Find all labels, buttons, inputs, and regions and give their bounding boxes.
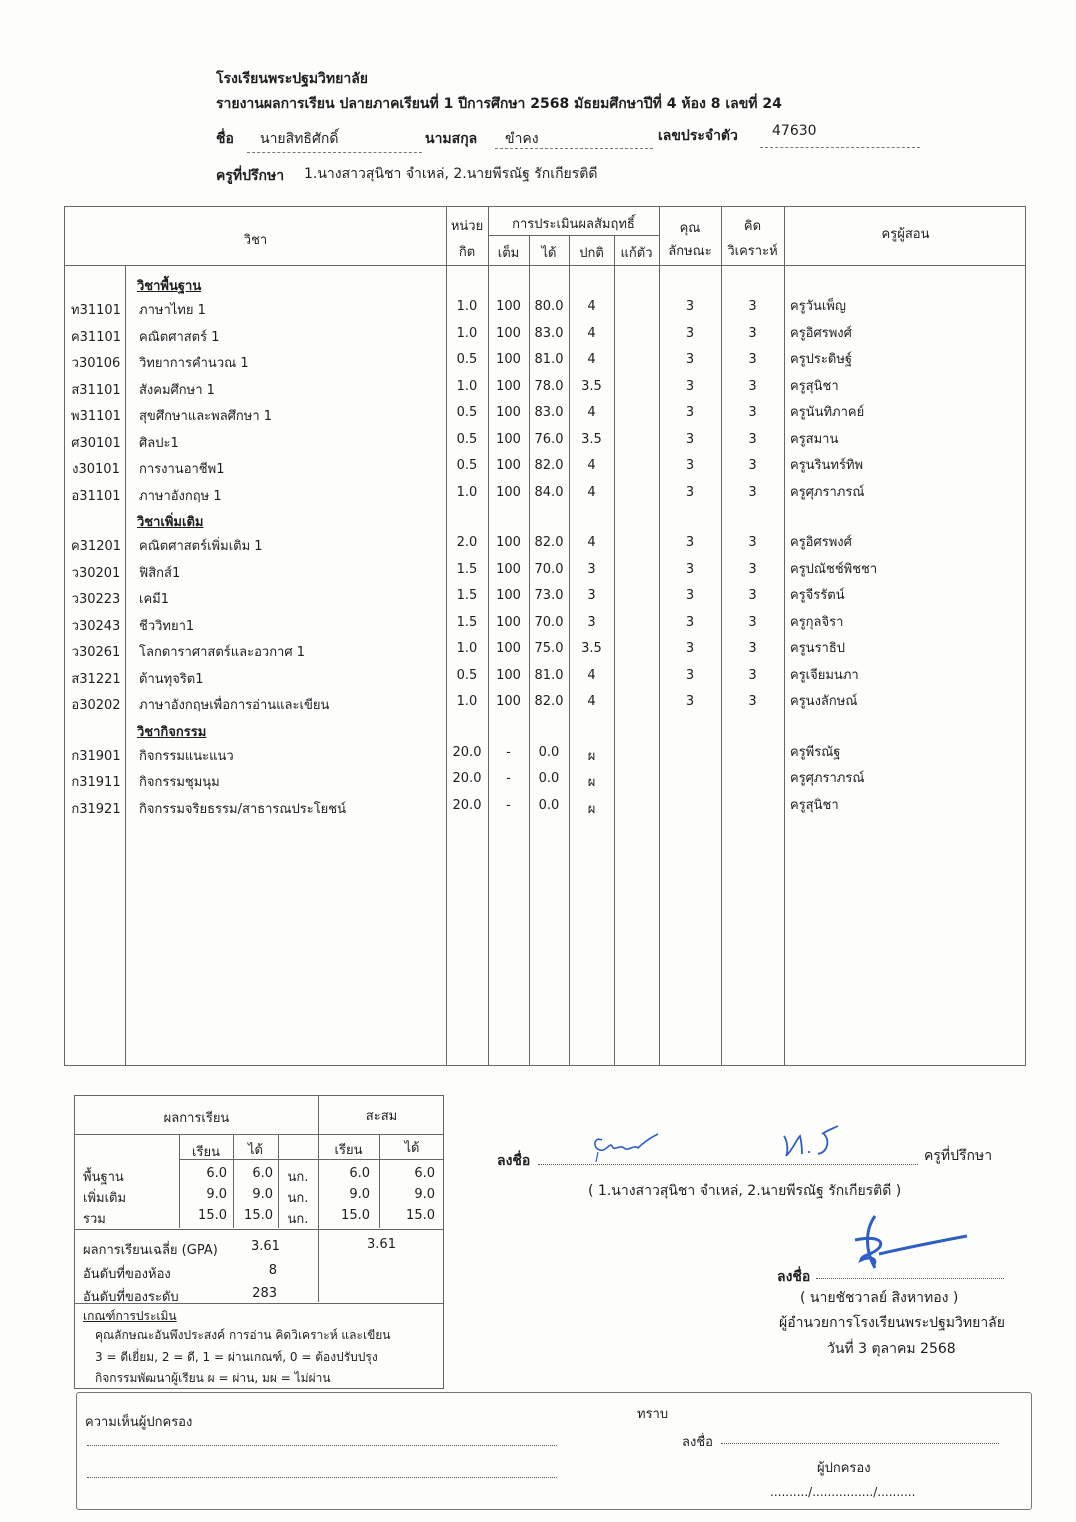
group-title: วิชาเพิ่มเติม bbox=[137, 515, 204, 530]
cell-teacher: ครูนันทิภาคย์ bbox=[790, 405, 865, 420]
cell-name: ต้านทุจริต1 bbox=[139, 671, 204, 687]
cell-code: พ31101 bbox=[71, 409, 121, 424]
cell-unit: 1.0 bbox=[456, 694, 478, 709]
cell-got: 0.0 bbox=[538, 771, 560, 786]
parent-section bbox=[76, 1392, 1032, 1510]
cell-quality: 3 bbox=[685, 378, 695, 394]
cell-full: 100 bbox=[496, 614, 521, 630]
cell-name: ชีววิทยา1 bbox=[139, 618, 195, 634]
summary-cum-study: 6.0 bbox=[349, 1166, 370, 1181]
cell-got: 78.0 bbox=[534, 378, 564, 394]
cell-teacher: ครูศุภราภรณ์ bbox=[790, 484, 865, 500]
cell-normal: 4 bbox=[587, 299, 596, 314]
cell-normal: 4 bbox=[587, 352, 596, 367]
cell-teacher: ครูนราธิป bbox=[790, 641, 846, 656]
cell-normal: 4 bbox=[587, 694, 596, 709]
advisor-sign-label: ลงชื่อ bbox=[497, 1153, 531, 1169]
header-thinking-2: วิเคราะห์ bbox=[727, 244, 778, 259]
cell-unit: 1.0 bbox=[456, 484, 478, 500]
gpa-cumulative: 3.61 bbox=[367, 1237, 396, 1252]
cell-name: คณิตศาสตร์เพิ่มเติม 1 bbox=[139, 539, 263, 554]
summary-unit: นก. bbox=[287, 1191, 309, 1206]
cell-full: 100 bbox=[496, 431, 521, 447]
header-full: เต็ม bbox=[497, 246, 520, 261]
cell-got: 83.0 bbox=[534, 325, 564, 341]
class-rank-value: 8 bbox=[268, 1263, 277, 1278]
cell-normal: 4 bbox=[587, 325, 596, 341]
cell-code: ว30261 bbox=[71, 645, 121, 660]
header-bottom-line bbox=[65, 265, 1025, 266]
cell-code: อ31101 bbox=[71, 488, 121, 504]
cell-name: โลกดาราศาสตร์และอวกาศ 1 bbox=[139, 645, 306, 660]
cell-normal: ผ bbox=[587, 801, 596, 817]
gpa-label: ผลการเรียนเฉลี่ย (GPA) bbox=[83, 1243, 218, 1258]
name-underline bbox=[247, 152, 422, 153]
cell-got: 70.0 bbox=[534, 614, 564, 630]
cell-name: การงานอาชีพ1 bbox=[139, 462, 225, 477]
cell-code: ก31911 bbox=[71, 775, 121, 790]
cell-full: - bbox=[506, 744, 511, 760]
cell-normal: 3 bbox=[587, 614, 596, 630]
summary-header-line bbox=[75, 1134, 443, 1135]
cell-full: 100 bbox=[496, 458, 521, 473]
summary-study: 6.0 bbox=[206, 1166, 227, 1181]
cell-got: 82.0 bbox=[534, 694, 564, 709]
cell-full: 100 bbox=[496, 299, 521, 314]
cell-full: 100 bbox=[496, 641, 521, 656]
class-rank-label: อันดับที่ของห้อง bbox=[83, 1267, 171, 1282]
cell-thinking: 3 bbox=[748, 352, 757, 367]
cell-quality: 3 bbox=[685, 561, 695, 577]
cell-got: 73.0 bbox=[534, 588, 564, 603]
cell-unit: 2.0 bbox=[456, 535, 478, 550]
summary-label: เพิ่มเติม bbox=[83, 1191, 127, 1206]
gpa-value: 3.61 bbox=[251, 1239, 280, 1254]
surname-value: ขำคง bbox=[505, 131, 539, 147]
header-got: ได้ bbox=[541, 246, 557, 261]
cell-unit: 0.5 bbox=[456, 458, 478, 473]
summary-got: 9.0 bbox=[252, 1187, 273, 1202]
director-sign-label: ลงชื่อ bbox=[777, 1269, 811, 1285]
cell-teacher: ครูสมาน bbox=[790, 431, 839, 447]
cell-normal: 3.5 bbox=[581, 641, 602, 656]
cell-code: ง30101 bbox=[72, 462, 120, 477]
cell-quality: 3 bbox=[685, 458, 695, 473]
cell-teacher: ครูอิศรพงศ์ bbox=[790, 535, 852, 550]
results-got-header: ได้ bbox=[248, 1143, 263, 1158]
cell-code: ค31101 bbox=[70, 329, 122, 345]
cell-quality: 3 bbox=[685, 614, 695, 630]
summary-got: 15.0 bbox=[244, 1208, 273, 1223]
cell-normal: ผ bbox=[587, 748, 596, 764]
name-value: นายสิทธิศักดิ์ bbox=[260, 131, 339, 147]
summary-unit: นก. bbox=[287, 1170, 309, 1185]
cell-thinking: 3 bbox=[748, 458, 757, 473]
cell-got: 83.0 bbox=[534, 405, 564, 420]
cell-teacher: ครูจีรรัตน์ bbox=[790, 588, 845, 603]
surname-underline bbox=[495, 148, 653, 149]
header-unit-1: หน่วย bbox=[450, 219, 484, 234]
summary-study: 9.0 bbox=[206, 1187, 227, 1202]
cell-got: 75.0 bbox=[534, 641, 564, 656]
cell-thinking: 3 bbox=[748, 405, 757, 420]
cell-name: ศิลปะ1 bbox=[139, 435, 179, 451]
director-sign-line bbox=[816, 1278, 1004, 1279]
summary-cum-got: 9.0 bbox=[414, 1187, 435, 1202]
cell-unit: 1.5 bbox=[456, 614, 478, 630]
cell-thinking: 3 bbox=[748, 431, 757, 447]
cell-teacher: ครูประดิษฐ์ bbox=[790, 352, 853, 367]
id-underline bbox=[760, 147, 920, 148]
grades-table bbox=[64, 206, 1026, 1066]
cell-thinking: 3 bbox=[748, 484, 757, 500]
header-retake: แก้ตัว bbox=[620, 246, 653, 261]
cell-name: สังคมศึกษา 1 bbox=[139, 382, 215, 398]
cell-quality: 3 bbox=[685, 641, 695, 656]
cell-name: วิทยาการคำนวณ 1 bbox=[139, 356, 249, 371]
summary-unit: นก. bbox=[287, 1212, 309, 1227]
cell-thinking: 3 bbox=[748, 694, 757, 709]
cell-teacher: ครูปณัชช์พิชชา bbox=[790, 561, 878, 577]
cell-teacher: ครูสุนิชา bbox=[790, 378, 839, 394]
header-thinking-1: คิด bbox=[743, 219, 762, 234]
header-quality-1: คุณ bbox=[679, 221, 701, 236]
summary-cum-got: 15.0 bbox=[406, 1208, 435, 1223]
cell-full: - bbox=[506, 771, 511, 786]
summary-got: 6.0 bbox=[252, 1166, 273, 1181]
name-label: ชื่อ bbox=[216, 131, 234, 147]
cell-full: 100 bbox=[496, 378, 521, 394]
advisor-value: 1.นางสาวสุนิชา จำเหล่, 2.นายพีรณัฐ รักเกียรติดี bbox=[304, 166, 598, 182]
cell-quality: 3 bbox=[685, 588, 695, 603]
cell-full: 100 bbox=[496, 325, 521, 341]
parent-comment-label: ความเห็นผู้ปกครอง bbox=[85, 1415, 193, 1430]
cell-got: 84.0 bbox=[534, 484, 564, 500]
cell-got: 81.0 bbox=[534, 667, 564, 683]
criteria-line-2: 3 = ดีเยี่ยม, 2 = ดี, 1 = ผ่านเกณฑ์, 0 = ต้องปรับปรุง bbox=[95, 1350, 378, 1364]
cell-normal: 3 bbox=[587, 588, 596, 603]
report-date: วันที่ 3 ตุลาคม 2568 bbox=[827, 1341, 956, 1357]
header-unit-2: กิต bbox=[458, 245, 476, 260]
cell-teacher: ครูวันเพ็ญ bbox=[790, 299, 846, 314]
cell-teacher: ครูนรินทร์ทิพ bbox=[790, 458, 864, 473]
report-title: รายงานผลการเรียน ปลายภาคเรียนที่ 1 ปีการศึกษา 2568 มัธยมศึกษาปีที่ 4 ห้อง 8 เลขที่ 24 bbox=[216, 96, 782, 112]
cell-got: 70.0 bbox=[534, 561, 564, 577]
cell-name: ภาษาไทย 1 bbox=[139, 303, 206, 318]
header-quality-2: ลักษณะ bbox=[668, 244, 712, 259]
parent-sign-line[interactable] bbox=[721, 1443, 999, 1444]
id-label: เลขประจำตัว bbox=[658, 128, 738, 144]
summary-study: 15.0 bbox=[198, 1208, 227, 1223]
cell-teacher: ครูพีรณัฐ bbox=[790, 744, 841, 760]
criteria-line-3: กิจกรรมพัฒนาผู้เรียน ผ = ผ่าน, มผ = ไม่ผ่าน bbox=[95, 1371, 331, 1385]
cell-unit: 0.5 bbox=[456, 431, 478, 447]
cell-teacher: ครูนงลักษณ์ bbox=[790, 694, 858, 709]
cell-unit: 1.0 bbox=[456, 378, 478, 394]
parent-acknowledged: ทราบ bbox=[637, 1407, 669, 1422]
results-study-header: เรียน bbox=[192, 1145, 220, 1160]
cell-normal: 4 bbox=[587, 484, 596, 500]
advisor-signature-2 bbox=[780, 1122, 850, 1162]
cell-got: 80.0 bbox=[534, 299, 564, 314]
cell-unit: 20.0 bbox=[452, 797, 482, 813]
col-line-subject bbox=[125, 265, 126, 1065]
cell-full: 100 bbox=[496, 535, 521, 550]
advisor-role: ครูที่ปรึกษา bbox=[924, 1148, 993, 1164]
cell-name: กิจกรรมจริยธรรม/สาธารณประโยชน์ bbox=[139, 801, 346, 817]
cum-study-header: เรียน bbox=[334, 1143, 363, 1158]
header-teacher: ครูผู้สอน bbox=[881, 227, 930, 242]
cell-code: ส31221 bbox=[71, 671, 121, 687]
cell-full: 100 bbox=[496, 667, 521, 683]
cell-got: 0.0 bbox=[538, 797, 560, 813]
cell-thinking: 3 bbox=[748, 588, 757, 603]
cell-normal: 3.5 bbox=[581, 378, 602, 394]
school-name: โรงเรียนพระปฐมวิทยาลัย bbox=[216, 71, 368, 87]
cell-code: ก31921 bbox=[71, 801, 121, 817]
cell-name: เคมี1 bbox=[139, 592, 169, 607]
cell-code: ว30201 bbox=[71, 565, 121, 581]
summary-label: พื้นฐาน bbox=[83, 1170, 124, 1185]
cell-name: สุขศึกษาและพลศึกษา 1 bbox=[139, 409, 273, 424]
cell-quality: 3 bbox=[685, 535, 695, 550]
cell-unit: 20.0 bbox=[452, 744, 482, 760]
cell-code: ค31201 bbox=[70, 539, 122, 554]
cell-thinking: 3 bbox=[748, 378, 757, 394]
cell-unit: 0.5 bbox=[456, 667, 478, 683]
cell-unit: 1.0 bbox=[456, 299, 478, 314]
parent-comment-line-1[interactable] bbox=[87, 1445, 557, 1446]
cell-full: - bbox=[506, 797, 511, 813]
cell-code: ท31101 bbox=[71, 303, 121, 318]
cumulative-header: สะสม bbox=[365, 1109, 398, 1124]
cell-code: ก31901 bbox=[71, 748, 121, 764]
surname-label: นามสกุล bbox=[425, 131, 478, 147]
cell-code: ว30223 bbox=[71, 592, 121, 607]
cell-quality: 3 bbox=[685, 325, 695, 341]
cell-teacher: ครูเจียมนภา bbox=[790, 667, 859, 683]
cell-quality: 3 bbox=[685, 484, 695, 500]
assessment-sub-line bbox=[488, 235, 659, 236]
group-title: วิชากิจกรรม bbox=[137, 724, 207, 740]
col-line-teacher bbox=[784, 207, 785, 1065]
level-rank-value: 283 bbox=[252, 1286, 277, 1301]
cell-thinking: 3 bbox=[748, 614, 757, 630]
header-subject: วิชา bbox=[243, 233, 268, 248]
cell-unit: 1.5 bbox=[456, 588, 478, 603]
level-rank-label: อันดับที่ของระดับ bbox=[83, 1290, 179, 1305]
group-title: วิชาพื้นฐาน bbox=[137, 279, 202, 294]
cell-quality: 3 bbox=[685, 299, 695, 314]
cell-thinking: 3 bbox=[748, 299, 757, 314]
summary-box bbox=[74, 1095, 444, 1389]
cell-unit: 0.5 bbox=[456, 405, 478, 420]
criteria-title: เกณฑ์การประเมิน bbox=[83, 1309, 177, 1323]
cell-thinking: 3 bbox=[748, 561, 757, 577]
results-header: ผลการเรียน bbox=[163, 1111, 230, 1126]
cell-quality: 3 bbox=[685, 405, 695, 420]
col-line-retake bbox=[614, 235, 615, 1065]
cell-unit: 20.0 bbox=[452, 771, 482, 786]
parent-date[interactable]: ........../................/.......... bbox=[770, 1485, 916, 1499]
cell-unit: 0.5 bbox=[456, 352, 478, 367]
parent-comment-line-2[interactable] bbox=[87, 1477, 557, 1478]
summary-cum-got: 6.0 bbox=[414, 1166, 435, 1181]
cell-normal: 4 bbox=[587, 535, 596, 550]
cell-teacher: ครูกุลจิรา bbox=[790, 614, 844, 630]
cell-code: อ30202 bbox=[71, 698, 121, 713]
cell-name: ภาษาอังกฤษ 1 bbox=[139, 488, 222, 504]
advisor-signature-1 bbox=[590, 1126, 670, 1166]
advisor-label: ครูที่ปรึกษา bbox=[216, 168, 285, 184]
cum-got-header: ได้ bbox=[404, 1141, 420, 1156]
cell-full: 100 bbox=[496, 694, 521, 709]
header-assessment: การประเมินผลสัมฤทธิ์ bbox=[512, 217, 635, 232]
cell-unit: 1.0 bbox=[456, 641, 478, 656]
cell-name: คณิตศาสตร์ 1 bbox=[139, 329, 220, 345]
cell-full: 100 bbox=[496, 484, 521, 500]
cell-normal: 3.5 bbox=[581, 431, 602, 447]
header-normal: ปกติ bbox=[579, 246, 604, 261]
summary-cum-study: 15.0 bbox=[341, 1208, 370, 1223]
director-signature bbox=[835, 1210, 975, 1275]
director-role: ผู้อำนวยการโรงเรียนพระปฐมวิทยาลัย bbox=[779, 1315, 1005, 1331]
cell-name: กิจกรรมแนะแนว bbox=[139, 748, 234, 764]
cell-full: 100 bbox=[496, 405, 521, 420]
cell-full: 100 bbox=[496, 588, 521, 603]
criteria-line-1: คุณลักษณะอันพึงประสงค์ การอ่าน คิดวิเคราะห์ และเขียน bbox=[95, 1328, 391, 1342]
cell-got: 81.0 bbox=[534, 352, 564, 367]
cell-teacher: ครูอิศรพงศ์ bbox=[790, 325, 852, 341]
cell-normal: 4 bbox=[587, 405, 596, 420]
parent-role: ผู้ปกครอง bbox=[817, 1461, 871, 1476]
advisor-names: ( 1.นางสาวสุนิชา จำเหล่, 2.นายพีรณัฐ รักเกียรติดี ) bbox=[588, 1183, 902, 1199]
summary-cum-study: 9.0 bbox=[349, 1187, 370, 1202]
cell-quality: 3 bbox=[685, 667, 695, 683]
cell-thinking: 3 bbox=[748, 535, 757, 550]
cell-name: กิจกรรมชุมนุม bbox=[139, 775, 220, 790]
cell-quality: 3 bbox=[685, 431, 695, 447]
cell-normal: ผ bbox=[587, 775, 596, 790]
director-name: ( นายชัชวาลย์ สิงหาทอง ) bbox=[800, 1290, 959, 1306]
cell-got: 76.0 bbox=[534, 431, 564, 447]
cell-unit: 1.0 bbox=[456, 325, 478, 341]
id-value: 47630 bbox=[772, 123, 817, 139]
cell-code: ว30106 bbox=[71, 356, 121, 371]
cell-name: ฟิสิกส์1 bbox=[139, 565, 181, 581]
cell-teacher: ครูสุนิชา bbox=[790, 797, 839, 813]
cell-quality: 3 bbox=[685, 352, 695, 367]
cell-full: 100 bbox=[496, 352, 521, 367]
cell-name: ภาษาอังกฤษเพื่อการอ่านและเขียน bbox=[139, 698, 330, 713]
parent-sign-label: ลงชื่อ bbox=[682, 1435, 713, 1450]
cell-code: ส31101 bbox=[71, 382, 121, 398]
cell-quality: 3 bbox=[685, 694, 695, 709]
cell-teacher: ครูศุภราภรณ์ bbox=[790, 771, 865, 786]
cell-thinking: 3 bbox=[748, 641, 757, 656]
cell-thinking: 3 bbox=[748, 667, 757, 683]
cell-normal: 3 bbox=[587, 561, 596, 577]
cell-full: 100 bbox=[496, 561, 521, 577]
summary-gpa-line bbox=[75, 1229, 443, 1230]
cell-normal: 4 bbox=[587, 667, 596, 683]
cell-got: 82.0 bbox=[534, 535, 564, 550]
cell-code: ว30243 bbox=[71, 618, 121, 634]
cell-code: ศ30101 bbox=[71, 435, 121, 451]
cell-unit: 1.5 bbox=[456, 561, 478, 577]
cell-got: 82.0 bbox=[534, 458, 564, 473]
summary-label: รวม bbox=[83, 1212, 106, 1227]
cell-normal: 4 bbox=[587, 458, 596, 473]
cell-got: 0.0 bbox=[538, 744, 560, 760]
cell-thinking: 3 bbox=[748, 325, 757, 341]
